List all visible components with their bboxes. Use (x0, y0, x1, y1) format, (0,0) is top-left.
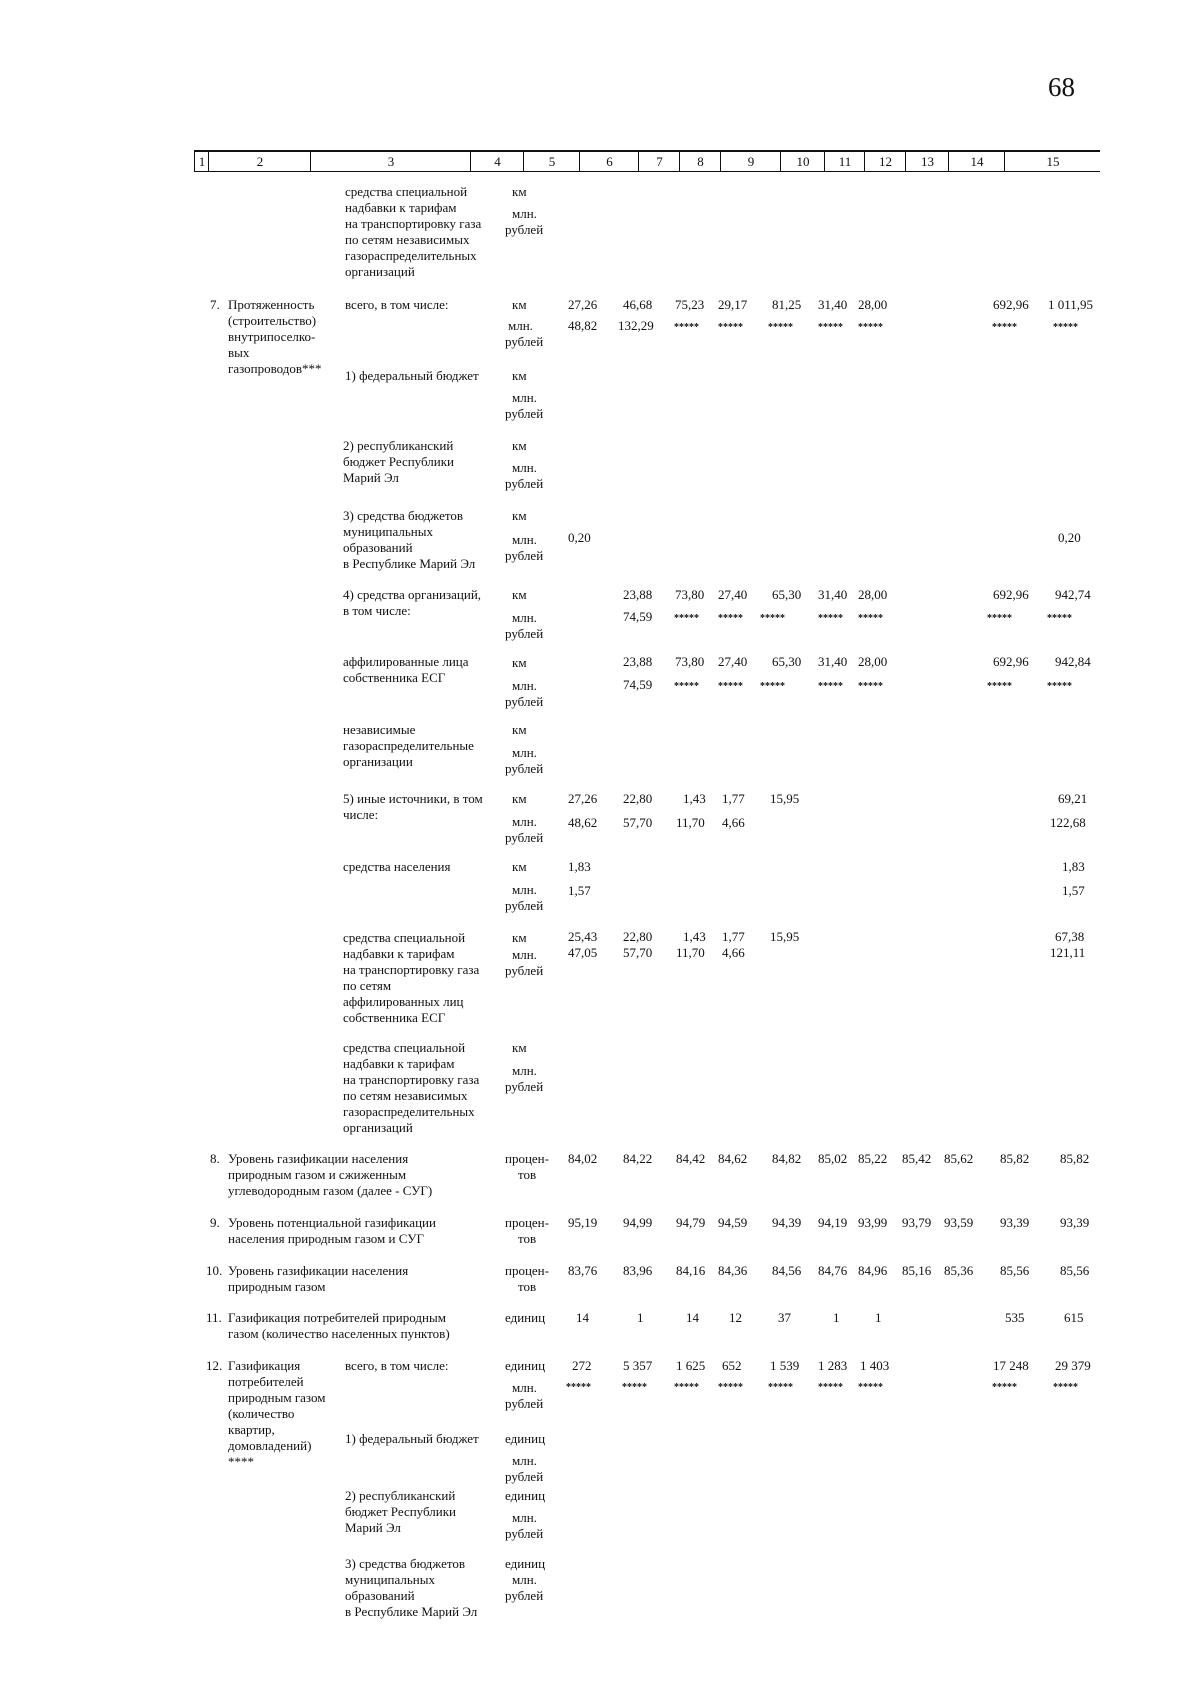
column-header: 5 (523, 152, 580, 171)
column-header: 6 (579, 152, 639, 171)
table-cell: 47,05 (568, 945, 598, 960)
row-label: средства населения (343, 859, 451, 874)
table-cell: 85,02 (818, 1151, 848, 1166)
unit-mln: млн. (512, 610, 537, 625)
unit-percent: процен- (505, 1263, 549, 1278)
column-header: 2 (208, 152, 311, 171)
table-cell: 65,30 (772, 654, 802, 669)
table-cell: 85,16 (902, 1263, 932, 1278)
unit-mln: млн. (512, 1510, 537, 1525)
unit-rub: рублей (505, 761, 544, 776)
unit-edinic: единиц (505, 1556, 546, 1571)
unit-mln: млн. (512, 390, 537, 405)
row-number: 8. (210, 1151, 220, 1166)
row-label: 2) республиканский бюджет Республики Марий Эл (345, 1488, 457, 1535)
table-cell: 1,83 (568, 859, 591, 874)
page-number: 68 (1048, 72, 1075, 102)
masked-cell: ***** (992, 1382, 1017, 1393)
table-cell: 69,21 (1058, 791, 1088, 806)
row-title: Уровень газификации населения природным газом и сжиженным углеводородным газом (далее - СУГ) (228, 1151, 433, 1198)
unit-rub: рублей (505, 476, 544, 491)
row-label: средства специальной надбавки к тарифам на транспортировку газа по сетям независимых газораспределительных организаций (343, 1040, 480, 1135)
table-cell: 1 625 (676, 1358, 706, 1373)
table-cell: 84,82 (772, 1151, 802, 1166)
table-cell: 1 (833, 1310, 840, 1325)
unit-km: км (512, 655, 527, 670)
unit-rub: рублей (505, 694, 544, 709)
table-cell: 95,19 (568, 1215, 598, 1230)
masked-cell: ***** (674, 681, 699, 692)
masked-cell: ***** (566, 1382, 591, 1393)
unit-percent: процен- (505, 1151, 549, 1166)
table-cell: 73,80 (675, 587, 705, 602)
row-label: средства специальной надбавки к тарифам на транспортировку газа по сетям аффилированных лиц собственника ЕСГ (343, 930, 480, 1025)
unit-mln: млн. (512, 814, 537, 829)
unit-rub: рублей (505, 626, 544, 641)
table-cell: 11,70 (676, 815, 705, 830)
unit-mln: млн. (512, 745, 537, 760)
masked-cell: ***** (1053, 1382, 1078, 1393)
table-cell: 93,79 (902, 1215, 932, 1230)
table-cell: 94,39 (772, 1215, 802, 1230)
table-cell: 942,74 (1055, 587, 1091, 602)
masked-cell: ***** (858, 681, 883, 692)
unit-rub: рублей (505, 1079, 544, 1094)
column-header: 12 (864, 152, 906, 171)
table-cell: 27,40 (718, 587, 748, 602)
unit-mln: млн. (512, 1572, 537, 1587)
unit-rub: рублей (505, 1469, 544, 1484)
table-cell: 692,96 (993, 587, 1029, 602)
table-cell: 94,19 (818, 1215, 848, 1230)
masked-cell: ***** (858, 322, 883, 333)
unit-mln: млн. (512, 678, 537, 693)
table-cell: 85,42 (902, 1151, 932, 1166)
table-cell: 1 011,95 (1048, 297, 1094, 312)
unit-rub: рублей (505, 1526, 544, 1541)
table-cell: 37 (778, 1310, 791, 1325)
table-cell: 1 539 (770, 1358, 800, 1373)
column-header: 15 (1004, 152, 1101, 171)
table-cell: 28,00 (858, 654, 888, 669)
table-cell: 65,30 (772, 587, 802, 602)
table-cell: 0,20 (568, 530, 591, 545)
table-cell: 94,59 (718, 1215, 748, 1230)
table-cell: 94,79 (676, 1215, 706, 1230)
table-cell: 85,56 (1000, 1263, 1030, 1278)
table-cell: 85,56 (1060, 1263, 1090, 1278)
row-label: 1) федеральный бюджет (345, 1431, 479, 1446)
masked-cell: ***** (760, 681, 785, 692)
masked-cell: ***** (718, 322, 743, 333)
row-title: Протяженность (строительство) внутрипоселко- вых газопроводов*** (228, 297, 322, 376)
unit-rub: рублей (505, 1588, 544, 1603)
unit-edinic: единиц (505, 1431, 546, 1446)
masked-cell: ***** (818, 1382, 843, 1393)
table-cell: 93,99 (858, 1215, 888, 1230)
masked-cell: ***** (818, 322, 843, 333)
unit-mln: млн. (512, 532, 537, 547)
row-title: Газификация потребителей природным газом (количество квартир, домовладений) **** (228, 1358, 326, 1469)
unit-km: км (512, 184, 527, 199)
table-cell: 692,96 (993, 654, 1029, 669)
table-cell: 74,59 (623, 609, 653, 624)
table-cell: 652 (722, 1358, 742, 1373)
unit-km: км (512, 791, 527, 806)
table-cell: 84,96 (858, 1263, 888, 1278)
unit-km: км (512, 1040, 527, 1055)
table-cell: 692,96 (993, 297, 1029, 312)
unit-mln: млн. (512, 1453, 537, 1468)
table-cell: 28,00 (858, 587, 888, 602)
masked-cell: ***** (818, 613, 843, 624)
masked-cell: ***** (768, 1382, 793, 1393)
column-header: 7 (638, 152, 680, 171)
unit-km: км (512, 722, 527, 737)
row-title: Уровень газификации населения природным газом (228, 1263, 409, 1294)
masked-cell: ***** (818, 681, 843, 692)
row-label: средства специальной надбавки к тарифам на транспортировку газа по сетям независимых газораспределительных организаций (345, 184, 482, 279)
unit-km: км (512, 587, 527, 602)
table-cell: 67,38 (1055, 929, 1085, 944)
table-cell: 121,11 (1050, 945, 1086, 960)
table-cell: 84,56 (772, 1263, 802, 1278)
table-cell: 1,77 (722, 791, 745, 806)
row-label: 2) республиканский бюджет Республики Марий Эл (343, 438, 455, 485)
unit-rub: рублей (505, 548, 544, 563)
masked-cell: ***** (1053, 322, 1078, 333)
table-cell: 15,95 (770, 791, 800, 806)
row-label: 1) федеральный бюджет (345, 368, 479, 383)
table-cell: 1,83 (1062, 859, 1085, 874)
unit-edinic: единиц (505, 1358, 546, 1373)
table-cell: 27,40 (718, 654, 748, 669)
row-label: аффилированные лица собственника ЕСГ (343, 654, 469, 685)
column-header: 4 (470, 152, 524, 171)
table-cell: 84,16 (676, 1263, 706, 1278)
table-cell: 48,62 (568, 815, 598, 830)
unit-mln: млн. (512, 947, 537, 962)
masked-cell: ***** (1047, 613, 1072, 624)
masked-cell: ***** (718, 613, 743, 624)
table-cell: 46,68 (623, 297, 653, 312)
table-cell: 12 (729, 1310, 742, 1325)
unit-rub: рублей (505, 222, 544, 237)
unit-rub: рублей (505, 963, 544, 978)
unit-edinic: единиц (505, 1310, 546, 1325)
table-cell: 1,77 (722, 929, 745, 944)
unit-rub: рублей (505, 898, 544, 913)
row-number: 10. (206, 1263, 223, 1278)
table-cell: 81,25 (772, 297, 802, 312)
table-cell: 132,29 (618, 318, 654, 333)
masked-cell: ***** (718, 681, 743, 692)
table-cell: 0,20 (1058, 530, 1081, 545)
table-cell: 31,40 (818, 297, 848, 312)
table-cell: 1,43 (683, 929, 706, 944)
masked-cell: ***** (987, 681, 1012, 692)
unit-rub: рублей (505, 406, 544, 421)
table-cell: 27,26 (568, 297, 598, 312)
row-label: 5) иные источники, в том числе: (343, 791, 483, 822)
table-cell: 93,39 (1000, 1215, 1030, 1230)
table-cell: 84,76 (818, 1263, 848, 1278)
unit-edinic: единиц (505, 1488, 546, 1503)
table-cell: 272 (572, 1358, 592, 1373)
unit-percent: тов (518, 1279, 537, 1294)
table-cell: 85,22 (858, 1151, 888, 1166)
table-cell: 14 (576, 1310, 589, 1325)
table-cell: 615 (1064, 1310, 1084, 1325)
table-cell: 23,88 (623, 587, 653, 602)
table-cell: 85,36 (944, 1263, 974, 1278)
table-cell: 94,99 (623, 1215, 653, 1230)
column-header: 9 (720, 152, 781, 171)
unit-km: км (512, 930, 527, 945)
table-cell: 1 (637, 1310, 644, 1325)
row-label: всего, в том числе: (345, 297, 449, 312)
table-cell: 57,70 (623, 815, 653, 830)
row-label: независимые газораспределительные организации (343, 722, 474, 769)
table-cell: 85,62 (944, 1151, 974, 1166)
unit-km: км (512, 297, 527, 312)
masked-cell: ***** (760, 613, 785, 624)
table-cell: 535 (1005, 1310, 1025, 1325)
row-number: 7. (210, 297, 220, 312)
row-label: 3) средства бюджетов муниципальных образований в Республике Марий Эл (343, 508, 476, 571)
unit-mln: млн. (512, 206, 537, 221)
unit-km: км (512, 438, 527, 453)
masked-cell: ***** (1047, 681, 1072, 692)
table-cell: 84,62 (718, 1151, 748, 1166)
masked-cell: ***** (674, 322, 699, 333)
unit-percent: процен- (505, 1215, 549, 1230)
table-cell: 23,88 (623, 654, 653, 669)
masked-cell: ***** (622, 1382, 647, 1393)
masked-cell: ***** (768, 322, 793, 333)
row-label: всего, в том числе: (345, 1358, 449, 1373)
unit-mln: млн. (512, 1063, 537, 1078)
masked-cell: ***** (987, 613, 1012, 624)
column-header: 3 (310, 152, 471, 171)
unit-rub: рублей (505, 1396, 544, 1411)
row-number: 11. (206, 1310, 222, 1325)
table-cell: 1,57 (1062, 883, 1085, 898)
table-cell: 75,23 (675, 297, 705, 312)
table-cell: 1 403 (860, 1358, 890, 1373)
table-cell: 27,26 (568, 791, 598, 806)
table-cell: 84,02 (568, 1151, 598, 1166)
masked-cell: ***** (718, 1382, 743, 1393)
table-cell: 15,95 (770, 929, 800, 944)
table-cell: 122,68 (1050, 815, 1086, 830)
row-title: Уровень потенциальной газификации населения природным газом и СУГ (228, 1215, 436, 1246)
unit-mln: млн. (508, 318, 533, 333)
column-header: 14 (948, 152, 1005, 171)
table-cell: 29,17 (718, 297, 748, 312)
masked-cell: ***** (858, 1382, 883, 1393)
row-number: 9. (210, 1215, 220, 1230)
table-header-row (194, 150, 1100, 172)
masked-cell: ***** (992, 322, 1017, 333)
column-header: 10 (780, 152, 825, 171)
unit-mln: млн. (512, 1380, 537, 1395)
masked-cell: ***** (674, 613, 699, 624)
table-cell: 73,80 (675, 654, 705, 669)
table-cell: 1 (875, 1310, 882, 1325)
masked-cell: ***** (858, 613, 883, 624)
row-title: Газификация потребителей природным газом (количество населенных пунктов) (228, 1310, 450, 1341)
table-cell: 93,59 (944, 1215, 974, 1230)
table-cell: 1,43 (683, 791, 706, 806)
table-cell: 85,82 (1060, 1151, 1090, 1166)
table-cell: 31,40 (818, 587, 848, 602)
unit-rub: рублей (505, 334, 544, 349)
table-cell: 4,66 (722, 945, 745, 960)
table-cell: 84,42 (676, 1151, 706, 1166)
unit-percent: тов (518, 1167, 537, 1182)
unit-rub: рублей (505, 830, 544, 845)
row-label: 4) средства организаций, в том числе: (343, 587, 482, 618)
table-cell: 83,96 (623, 1263, 653, 1278)
unit-mln: млн. (512, 460, 537, 475)
unit-km: км (512, 859, 527, 874)
row-label: 3) средства бюджетов муниципальных образований в Республике Марий Эл (345, 1556, 478, 1619)
unit-km: км (512, 368, 527, 383)
column-header: 1 (194, 152, 209, 171)
table-cell: 83,76 (568, 1263, 598, 1278)
table-cell: 84,36 (718, 1263, 748, 1278)
column-header: 11 (824, 152, 865, 171)
table-cell: 14 (686, 1310, 699, 1325)
row-number: 12. (206, 1358, 223, 1373)
table-cell: 17 248 (993, 1358, 1029, 1373)
table-cell: 84,22 (623, 1151, 653, 1166)
table-cell: 22,80 (623, 791, 653, 806)
masked-cell: ***** (674, 1382, 699, 1393)
table-cell: 31,40 (818, 654, 848, 669)
table-cell: 5 357 (623, 1358, 653, 1373)
table-cell: 4,66 (722, 815, 745, 830)
table-cell: 1 283 (818, 1358, 848, 1373)
column-header: 13 (905, 152, 949, 171)
table-cell: 57,70 (623, 945, 653, 960)
table-cell: 29 379 (1055, 1358, 1091, 1373)
table-cell: 74,59 (623, 677, 653, 692)
unit-percent: тов (518, 1231, 537, 1246)
table-cell: 942,84 (1055, 654, 1091, 669)
table-cell: 1,57 (568, 883, 591, 898)
table-cell: 25,43 (568, 929, 598, 944)
unit-mln: млн. (512, 882, 537, 897)
table-cell: 11,70 (676, 945, 705, 960)
table-cell: 28,00 (858, 297, 888, 312)
unit-km: км (512, 508, 527, 523)
table-cell: 22,80 (623, 929, 653, 944)
table-cell: 85,82 (1000, 1151, 1030, 1166)
column-header: 8 (679, 152, 721, 171)
table-cell: 48,82 (568, 318, 598, 333)
table-cell: 93,39 (1060, 1215, 1090, 1230)
